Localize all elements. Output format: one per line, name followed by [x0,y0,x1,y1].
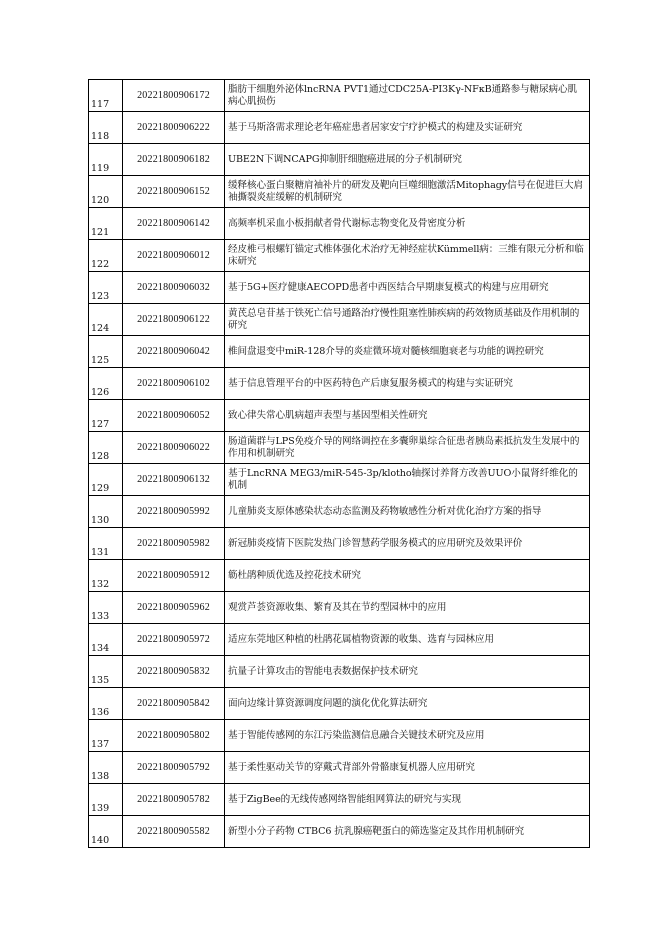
row-number: 132 [89,560,123,592]
project-title: 面向边缘计算资源调度问题的演化优化算法研究 [225,688,590,720]
table-row [89,784,590,816]
project-code: 20221800906142 [123,208,225,240]
table-row [89,496,590,528]
row-number: 134 [89,624,123,656]
row-number: 121 [89,208,123,240]
row-number: 128 [89,432,123,464]
project-title: 致心律失常心肌病超声表型与基因型相关性研究 [225,400,590,432]
table-row [89,592,590,624]
project-title: UBE2N下调NCAPG抑制肝细胞癌进展的分子机制研究 [225,144,590,176]
project-title: 抗量子计算攻击的智能电表数据保护技术研究 [225,656,590,688]
table-row [89,528,590,560]
table-row [89,464,590,496]
row-number: 136 [89,688,123,720]
row-number: 135 [89,656,123,688]
project-code: 20221800905912 [123,560,225,592]
row-number: 122 [89,240,123,272]
project-title: 观赏芦荟资源收集、繁育及其在节约型园林中的应用 [225,592,590,624]
project-code: 20221800905992 [123,496,225,528]
project-code: 20221800905782 [123,784,225,816]
project-title: 经皮椎弓根螺钉锚定式椎体强化术治疗无神经症状Kümmell病：三维有限元分析和临床研究 [225,240,590,272]
project-code: 20221800906032 [123,272,225,304]
row-number: 119 [89,144,123,176]
project-title: 基于马斯洛需求理论老年癌症患者居家安宁疗护模式的构建及实证研究 [225,112,590,144]
project-title: 基于信息管理平台的中医药特色产后康复服务模式的构建与实证研究 [225,368,590,400]
row-number: 130 [89,496,123,528]
project-title: 新型小分子药物 CTBC6 抗乳腺癌靶蛋白的筛选鉴定及其作用机制研究 [225,816,590,848]
table-row [89,720,590,752]
project-title: 基于柔性驱动关节的穿戴式背部外骨骼康复机器人应用研究 [225,752,590,784]
project-code: 20221800906022 [123,432,225,464]
table-body [89,80,590,848]
table-row [89,112,590,144]
project-title: 缓释核心蛋白聚糖肩袖补片的研发及靶向巨噬细胞激活Mitophagy信号在促进巨大肩袖撕裂炎症缓解的机制研究 [225,176,590,208]
project-code: 20221800906042 [123,336,225,368]
project-title: 基于ZigBee的无线传感网络智能组网算法的研究与实现 [225,784,590,816]
row-number: 125 [89,336,123,368]
table-row [89,176,590,208]
row-number: 139 [89,784,123,816]
project-title: 脂肪干细胞外泌体lncRNA PVT1通过CDC25A-PI3Kγ-NFκB通路参与糖尿病心肌病心肌损伤 [225,80,590,112]
project-code: 20221800905802 [123,720,225,752]
project-code: 20221800906132 [123,464,225,496]
project-code: 20221800906222 [123,112,225,144]
project-code: 20221800905842 [123,688,225,720]
project-code: 20221800906172 [123,80,225,112]
project-title: 新冠肺炎疫情下医院发热门诊智慧药学服务模式的应用研究及效果评价 [225,528,590,560]
row-number: 133 [89,592,123,624]
table-row [89,304,590,336]
project-code: 20221800905982 [123,528,225,560]
table-row [89,144,590,176]
project-code: 20221800906152 [123,176,225,208]
table-row [89,336,590,368]
project-code: 20221800906012 [123,240,225,272]
table-row [89,80,590,112]
row-number: 129 [89,464,123,496]
table-row [89,688,590,720]
project-title: 基于智能传感网的东江污染监测信息融合关键技术研究及应用 [225,720,590,752]
row-number: 123 [89,272,123,304]
table-row [89,368,590,400]
table-row [89,432,590,464]
table-row [89,816,590,848]
row-number: 140 [89,816,123,848]
project-title: 高频率机采血小板捐献者骨代谢标志物变化及骨密度分析 [225,208,590,240]
project-table [88,79,590,848]
project-code: 20221800906052 [123,400,225,432]
project-code: 20221800906102 [123,368,225,400]
table-row [89,400,590,432]
row-number: 120 [89,176,123,208]
row-number: 118 [89,112,123,144]
project-code: 20221800905962 [123,592,225,624]
row-number: 124 [89,304,123,336]
row-number: 131 [89,528,123,560]
project-title: 适应东莞地区种植的杜鹃花属植物资源的收集、选育与园林应用 [225,624,590,656]
project-title: 基于LncRNA MEG3/miR-545-3p/klotho轴探讨养肾方改善UUO小鼠肾纤维化的机制 [225,464,590,496]
row-number: 137 [89,720,123,752]
project-title: 儿童肺炎支原体感染状态动态监测及药物敏感性分析对优化治疗方案的指导 [225,496,590,528]
project-code: 20221800905832 [123,656,225,688]
project-title: 黄芪总皂苷基于铁死亡信号通路治疗慢性阻塞性肺疾病的药效物质基础及作用机制的研究 [225,304,590,336]
project-title: 簕杜鹃种质优选及控花技术研究 [225,560,590,592]
table-row [89,240,590,272]
row-number: 138 [89,752,123,784]
project-title: 肠道菌群与LPS免疫介导的网络调控在多囊卵巢综合征患者胰岛素抵抗发生发展中的作用和机制研究 [225,432,590,464]
table-row [89,656,590,688]
project-code: 20221800905792 [123,752,225,784]
project-code: 20221800906122 [123,304,225,336]
table-row [89,752,590,784]
project-title: 椎间盘退变中miR-128介导的炎症微环境对髓核细胞衰老与功能的调控研究 [225,336,590,368]
project-code: 20221800905582 [123,816,225,848]
project-title: 基于5G+医疗健康AECOPD患者中西医结合早期康复模式的构建与应用研究 [225,272,590,304]
row-number: 126 [89,368,123,400]
row-number: 127 [89,400,123,432]
table-row [89,272,590,304]
table-row [89,560,590,592]
project-code: 20221800905972 [123,624,225,656]
table-row [89,624,590,656]
table-row [89,208,590,240]
project-code: 20221800906182 [123,144,225,176]
row-number: 117 [89,80,123,112]
